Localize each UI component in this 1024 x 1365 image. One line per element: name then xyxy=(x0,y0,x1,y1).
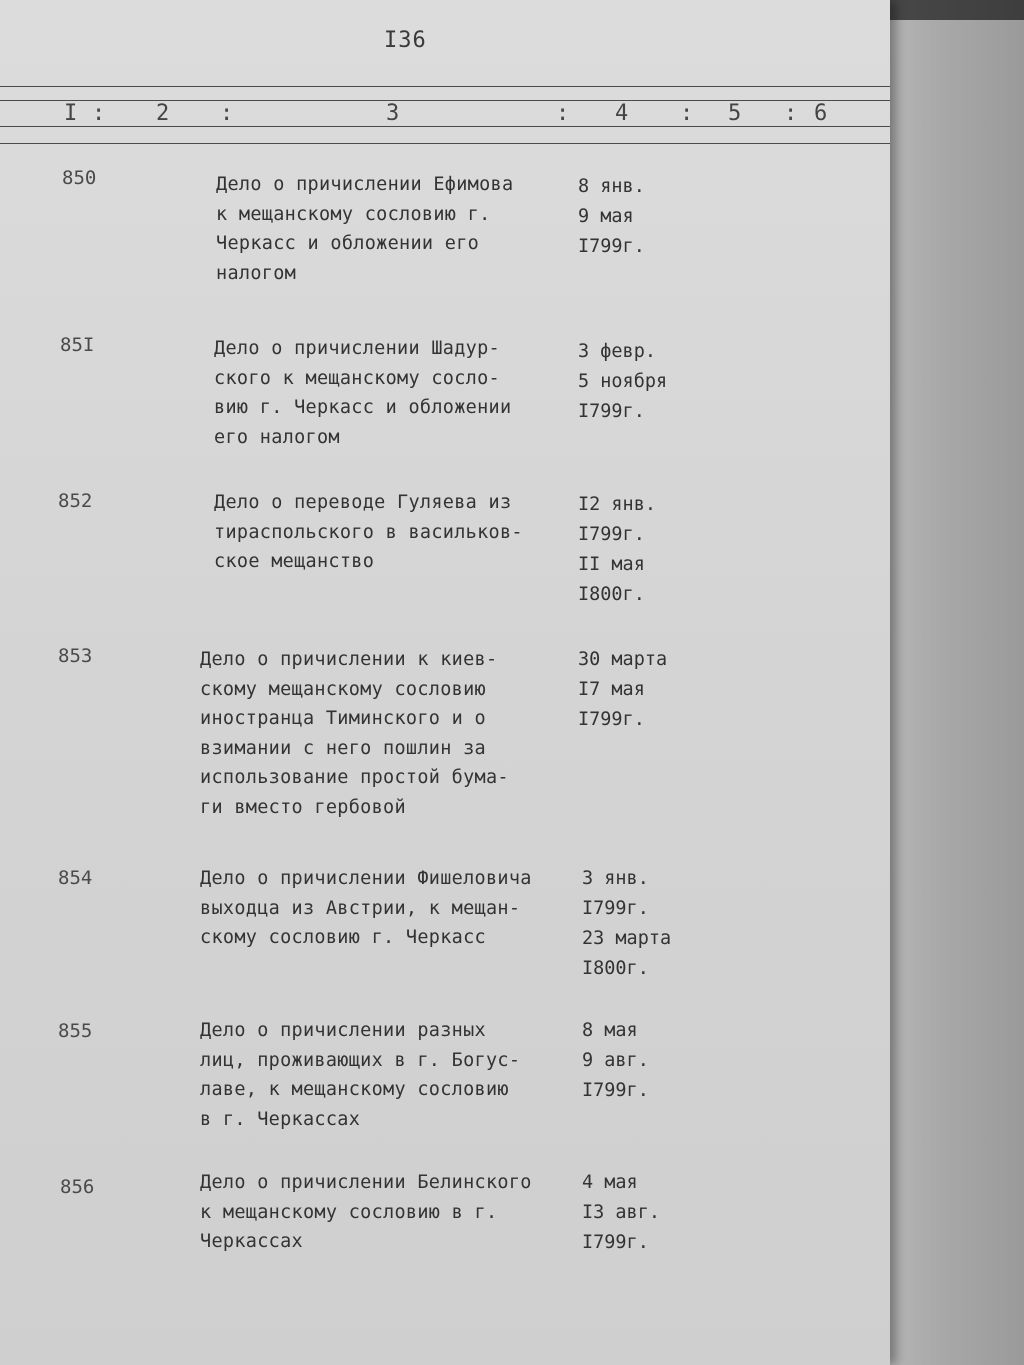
entry-description: Дело о причислении к киев- скому мещанскому сословию иностранца Тиминского и о взимании с него пошлин за использование простой бума- ги вместо гербовой xyxy=(200,649,509,818)
entry-number: 852 xyxy=(58,490,93,512)
column-header-sep: : xyxy=(784,101,798,126)
header-rule-bottom-outer xyxy=(0,143,890,144)
entry-number: 855 xyxy=(58,1020,93,1042)
entry-description: Дело о причислении Шадур- ского к мещанскому сосло- вию г. Черкасс и обложении его налогом xyxy=(214,338,512,448)
entry-number: 85I xyxy=(60,334,95,356)
column-header-sep: : xyxy=(680,101,694,126)
entry-dates: 30 марта I7 мая I799г. xyxy=(578,649,668,730)
column-header-5: 5 xyxy=(728,101,742,126)
entry-dates: 8 мая 9 авг. I799г. xyxy=(582,1020,649,1101)
entry-number: 854 xyxy=(58,867,93,889)
column-header-sep: : xyxy=(220,101,234,126)
entry-dates: 8 янв. 9 мая I799г. xyxy=(578,176,645,257)
page-number: I36 xyxy=(384,28,427,53)
entry-description: Дело о причислении Фишеловича выходца из Австрии, к мещан- скому сословию г. Черкасс xyxy=(200,868,532,948)
column-header-4: 4 xyxy=(615,101,629,126)
column-header-6: 6 xyxy=(814,101,828,126)
underlying-page xyxy=(880,20,1024,1365)
entry-dates: 4 мая I3 авг. I799г. xyxy=(582,1172,660,1253)
header-rule-top xyxy=(0,86,890,87)
entry-dates: 3 февр. 5 ноября I799г. xyxy=(578,341,668,422)
entry-dates: I2 янв. I799г. II мая I800г. xyxy=(578,494,656,605)
column-header-1: I xyxy=(64,101,78,126)
header-rule-top-inner xyxy=(0,100,890,101)
column-header-sep: : xyxy=(556,101,570,126)
entry-number: 853 xyxy=(58,645,93,667)
entry-number: 850 xyxy=(62,167,97,189)
entry-description: Дело о причислении разных лиц, проживающих в г. Богус- лаве, к мещанскому сословию в г. Черкассах xyxy=(200,1020,521,1130)
column-header-sep: : xyxy=(92,101,106,126)
column-header-2: 2 xyxy=(156,101,170,126)
entry-number: 856 xyxy=(60,1176,95,1198)
entry-dates: 3 янв. I799г. 23 марта I800г. xyxy=(582,868,672,979)
entry-description: Дело о причислении Ефимова к мещанскому сословию г. Черкасс и обложении его налогом xyxy=(216,174,514,284)
header-rule-bottom xyxy=(0,126,890,127)
entry-description: Дело о переводе Гуляева из тираспольского в васильков- ское мещанство xyxy=(214,492,523,572)
entry-description: Дело о причислении Белинского к мещанскому сословию в г. Черкассах xyxy=(200,1172,532,1252)
column-header-3: 3 xyxy=(386,101,400,126)
